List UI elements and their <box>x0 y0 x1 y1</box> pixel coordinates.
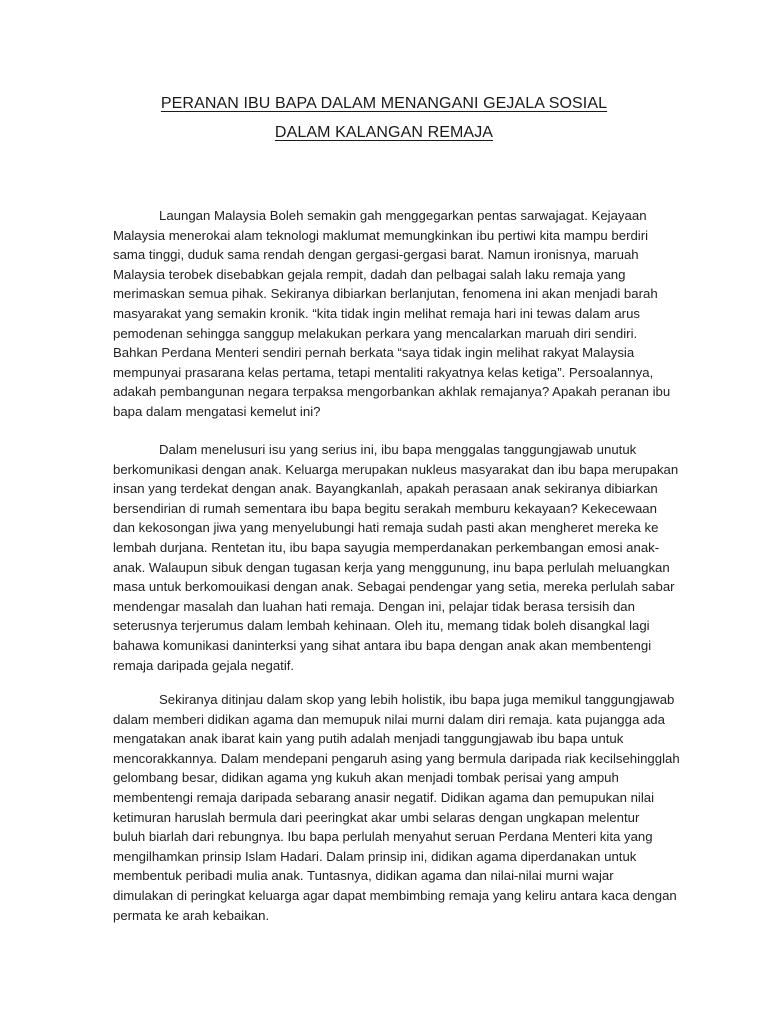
paragraph-line: anak. Walaupun sibuk dengan tugasan kerja yang menggunung, inu bapa perlulah meluangkan <box>113 559 670 575</box>
paragraph-3 <box>113 690 680 925</box>
paragraph-line: berkomunikasi dengan anak. Keluarga merupakan nukleus masyarakat dan ibu bapa merupakan <box>113 461 679 477</box>
paragraph-line: Malaysia terobek disebabkan gejala rempit, dadah dan pelbagai salah laku remaja yang <box>113 266 626 282</box>
paragraph-line: masa untuk berkomouikasi dengan anak. Sebagai pendengar yang setia, mereka perlulah sabar <box>113 579 675 595</box>
paragraph-line: insan yang terdekat dengan anak. Bayangkanlah, apakah perasaan anak sekiranya dibiarkan <box>113 481 658 497</box>
paragraph-line: membentengi remaja daripada sebarang anasir negatif. Didikan agama dan pemupukan nilai <box>113 789 655 805</box>
paragraph-line: buluh biarlah dari rebungnya. Ibu bapa perlulah menyahut seruan Perdana Menteri kita yang <box>113 829 653 845</box>
paragraph-line: bapa dalam mengatasi kemelut ini? <box>113 403 321 419</box>
paragraph-line: Sekiranya ditinjau dalam skop yang lebih holistik, ibu bapa juga memikul tanggungjawab <box>159 692 675 707</box>
paragraph-line: mencorakkannya. Dalam mendepani pengaruh asing yang bermula daripada riak kecilsehingglah <box>113 750 680 766</box>
paragraph-line: mendengar masalah dan luahan hati remaja. Dengan ini, pelajar tidak berasa tersisih dan <box>113 598 635 614</box>
paragraph-line: Malaysia menerokai alam teknologi maklumat memungkinkan ibu pertiwi kita mampu berdiri <box>113 227 649 243</box>
paragraph-line: remaja daripada gejala negatif. <box>113 657 295 673</box>
paragraph-line: adakah pembangunan negara terpaksa mengorbankan akhlak remajanya? Apakah peranan ibu <box>113 384 671 400</box>
document-title-line-2: DALAM KALANGAN REMAJA <box>274 124 494 141</box>
paragraph-line: Dalam menelusuri isu yang serius ini, ibu bapa menggalas tanggungjawab unutuk <box>159 442 637 457</box>
paragraph-line: gelombang besar, didikan agama yng kukuh akan menjadi tombak perisai yang ampuh <box>113 770 619 786</box>
paragraph-line: Laungan Malaysia Boleh semakin gah menggegarkan pentas sarwajagat. Kejayaan <box>159 208 647 223</box>
paragraph-line: lembah durjana. Rentetan itu, ibu bapa sayugia memperdanakan perkembangan emosi anak- <box>113 539 660 555</box>
paragraph-line: bahawa komunikasi daninterksi yang sihat antara ibu bapa dengan anak akan membentengi <box>113 637 652 653</box>
paragraph-line: dimulakan di peringkat keluarga agar dapat membimbing remaja yang keliru antara kaca dengan <box>113 887 677 903</box>
paragraph-line: dalam memberi didikan agama dan memupuk nilai murni dalam diri remaja. kata pujangga ada <box>113 711 665 727</box>
paragraph-line: masyarakat yang semakin kronik. “kita tidak ingin melihat remaja hari ini tewas dalam arus <box>113 305 640 321</box>
paragraph-line: permata ke arah kebaikan. <box>113 907 270 923</box>
paragraph-line: mengilhamkan prinsip Islam Hadari. Dalam prinsip ini, didikan agama diperdanakan untuk <box>113 848 637 864</box>
paragraph-line: dan kekosongan jiwa yang menyelubungi hati remaja sudah pasti akan mengheret mereka ke <box>113 520 659 536</box>
paragraph-line: membentuk peribadi mulia anak. Tuntasnya, didikan agama dan nilai-nilai murni wajar <box>113 868 614 884</box>
paragraph-1 <box>113 206 671 422</box>
paragraph-line: merimaskan semua pihak. Sekiranya dibiarkan berlanjutan, fenomena ini akan menjadi barah <box>113 286 658 302</box>
paragraph-2 <box>113 440 679 675</box>
paragraph-line: mempunyai prasarana kelas pertama, tetapi mentaliti rakyatnya kelas ketiga”. Persoalannya, <box>113 364 654 380</box>
paragraph-line: ketimuran haruslah bermula dari peeringkat akar umbi selaras dengan ungkapan melentur <box>113 809 640 825</box>
paragraph-line: bersendirian di rumah sementara ibu bapa begitu serakah memburu kekayaan? Kekecewaan <box>113 500 657 516</box>
paragraph-line: pemodenan sehingga sanggup melakukan perkara yang mencalarkan maruah diri sendiri. <box>113 325 638 341</box>
paragraph-line: sama tinggi, duduk sama rendah dengan gergasi-gergasi barat. Namun ironisnya, maruah <box>113 247 639 263</box>
paragraph-line: Bahkan Perdana Menteri sendiri pernah berkata “saya tidak ingin melihat rakyat Malaysia <box>113 345 635 361</box>
paragraph-line: seterusnya terjerumus dalam lembah kehinaan. Oleh itu, memang tidak boleh disangkal lagi <box>113 618 650 634</box>
paragraph-line: mengatakan anak ibarat kain yang putih adalah menjadi tanggungjawab ibu bapa untuk <box>113 731 624 747</box>
document-title-line-1: PERANAN IBU BAPA DALAM MENANGANI GEJALA SOSIAL <box>160 95 608 112</box>
